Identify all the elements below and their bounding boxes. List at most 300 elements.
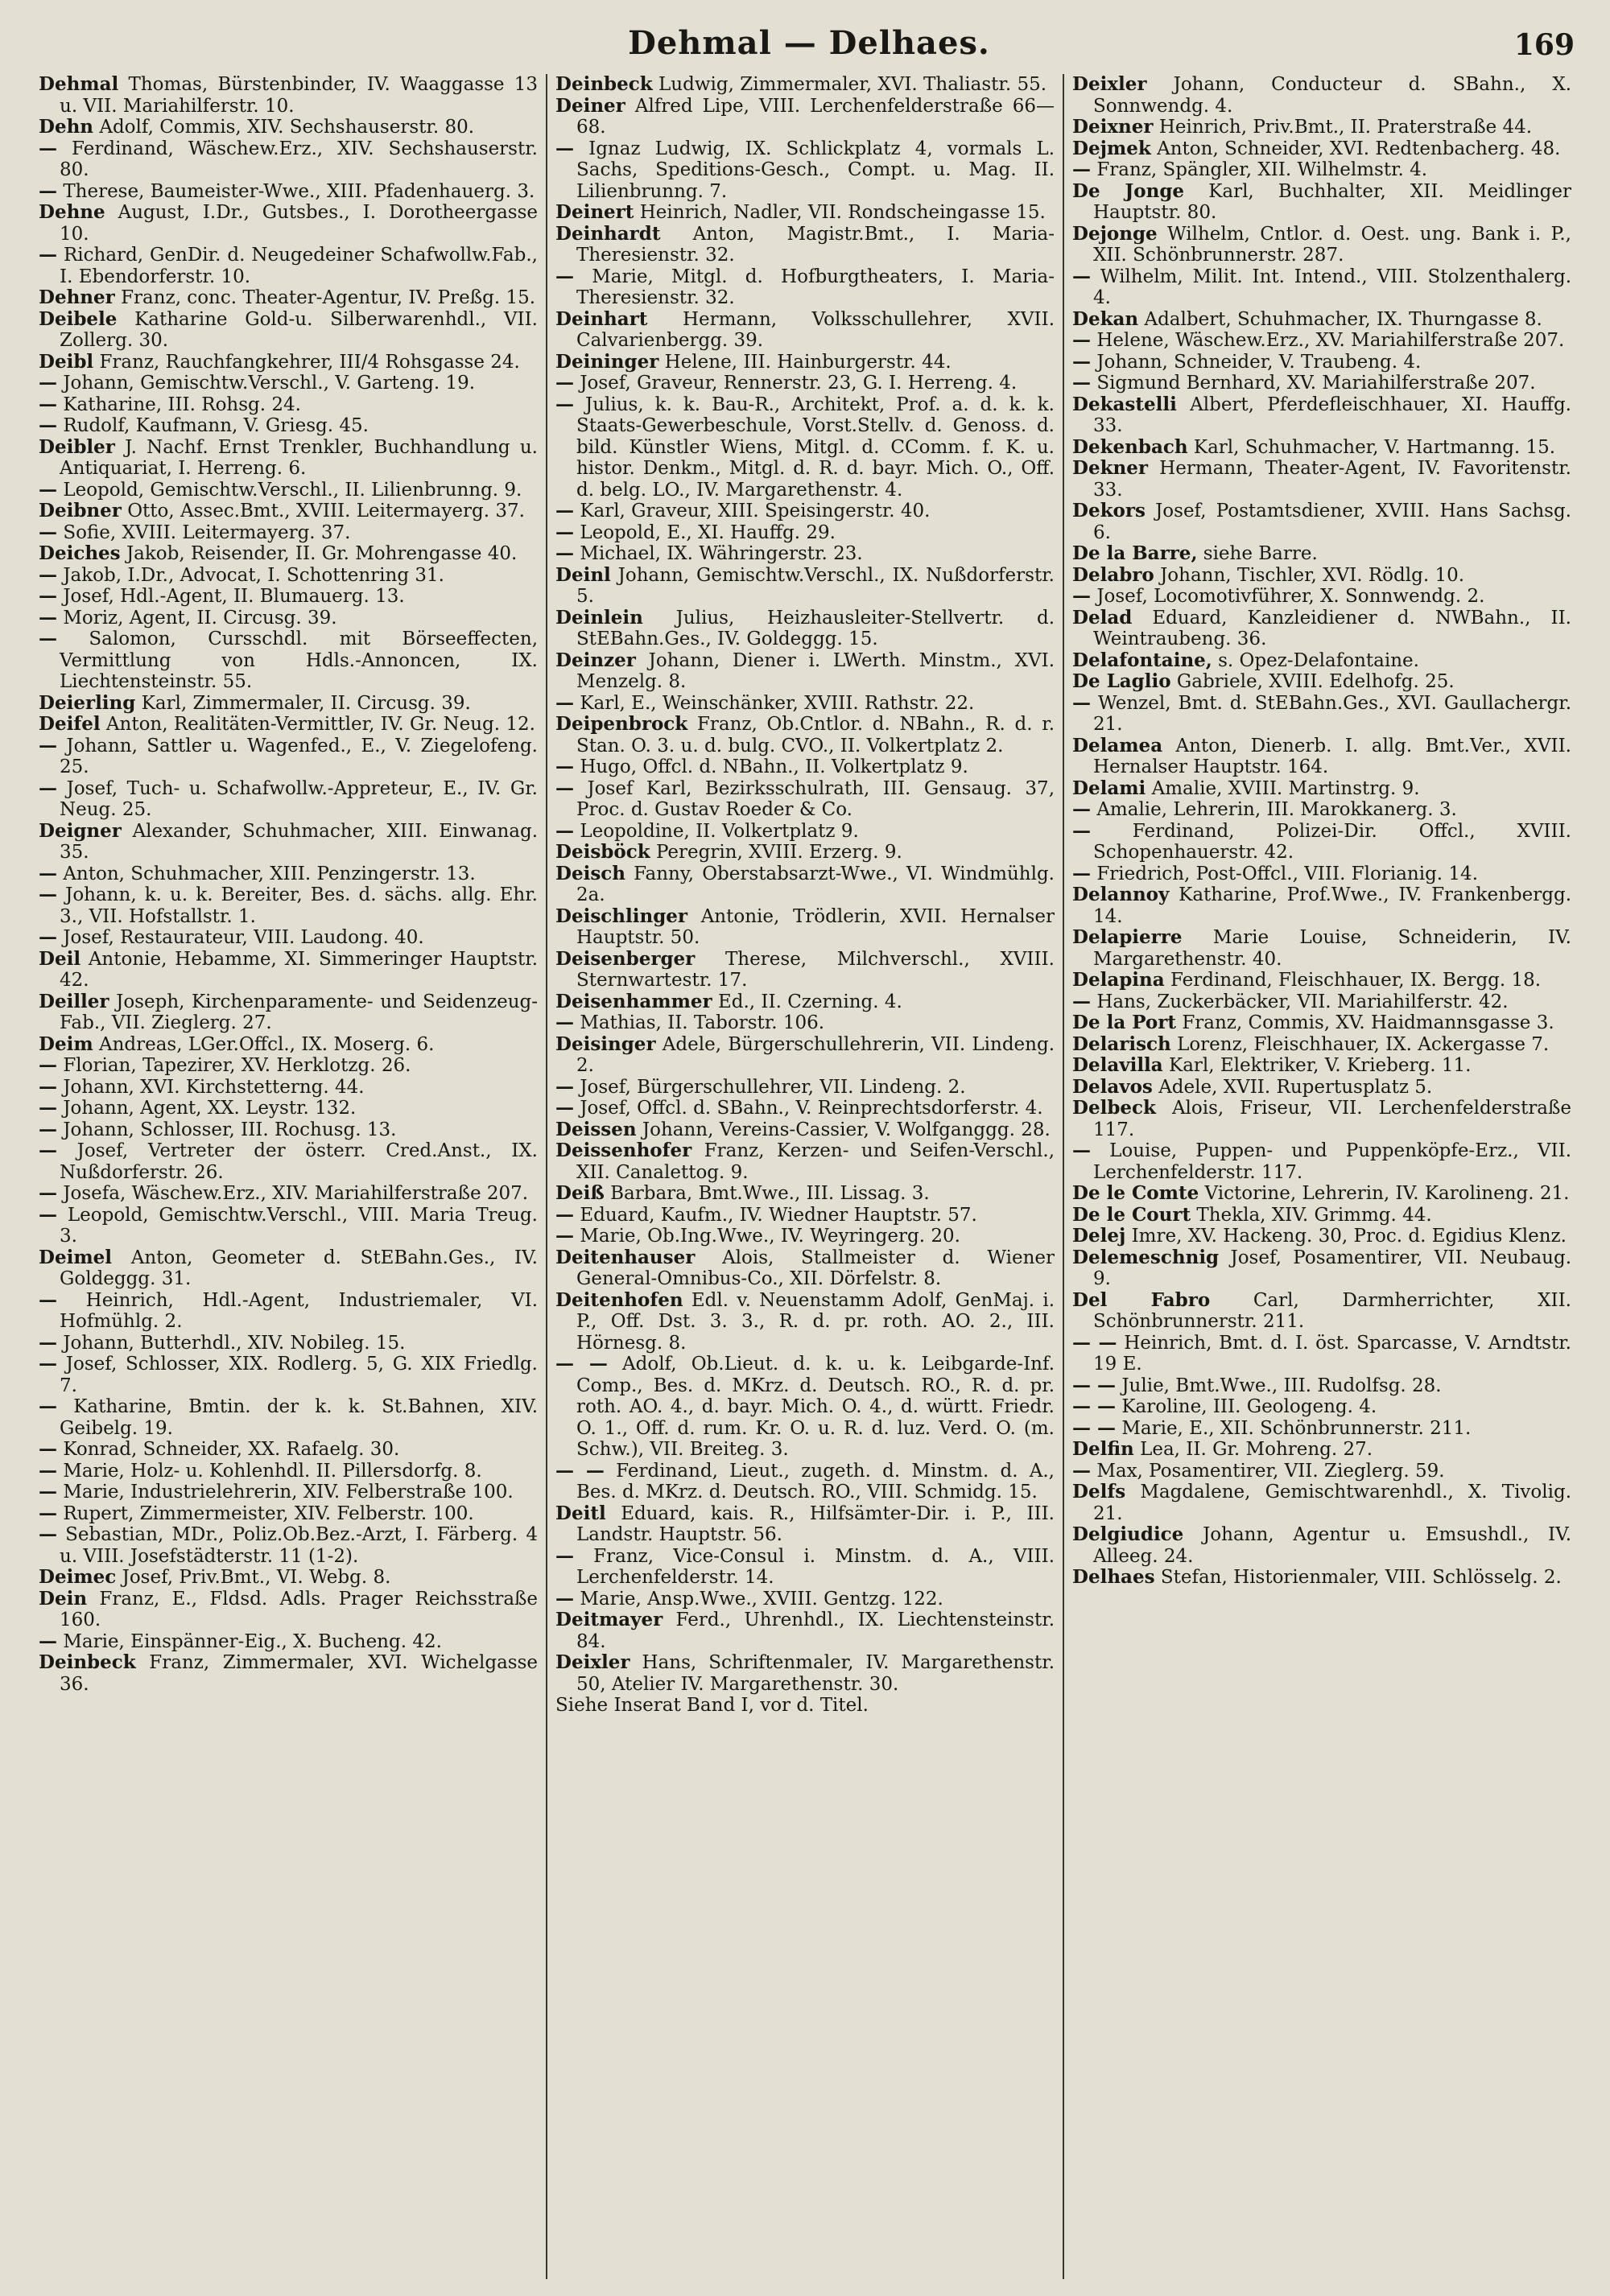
entry-details: Adele, Bürgerschullehrerin, VII. Lindeng. 2. <box>576 1033 1055 1076</box>
directory-entry <box>39 501 538 522</box>
entry-surname: — <box>39 884 57 905</box>
entry-details: Adolf, Ob.Lieut. d. k. u. k. Leibgarde-Inf. Comp., Bes. d. MKrz. d. Deutsch. RO., R. d. pr. roth. AO. 4., d. bayr. Mich. O. 4., d. württ. Friedr. O. 1., Off. d. rum. Kr. O. u. R. d. luz. Verd. O. (m. Schw.), VII. Breiteg. 3. <box>576 1354 1055 1460</box>
directory-entry <box>555 1247 1055 1290</box>
entry-surname: Deissen <box>555 1118 637 1140</box>
entry-surname: Deitmayer <box>555 1609 663 1630</box>
entry-surname: Deixler <box>1072 74 1147 95</box>
directory-entry <box>39 629 538 693</box>
entry-details: Wilhelm, Milit. Int. Intend., VIII. Stolzenthalerg. 4. <box>1093 266 1572 308</box>
directory-entry <box>1072 778 1571 800</box>
entry-surname: Deinbeck <box>39 1651 136 1673</box>
entry-details: Helene, Wäschew.Erz., XV. Mariahilferstraße 207. <box>1096 330 1565 351</box>
directory-entry <box>555 1077 1055 1099</box>
entry-details: Eduard, kais. R., Hilfsämter-Dir. i. P., III. Landstr. Hauptstr. 56. <box>576 1502 1055 1545</box>
entry-details: Marie Louise, Schneiderin, IV. Margarethenstr. 40. <box>1093 927 1571 970</box>
directory-entry <box>1072 991 1571 1013</box>
entry-surname: — <box>39 734 57 756</box>
entry-details: Johann, Diener i. LWerth. Minstm., XVI. Menzelg. 8. <box>576 649 1055 692</box>
entry-surname: — <box>39 606 57 629</box>
directory-entry <box>555 1461 1055 1503</box>
entry-surname: — <box>39 1395 57 1417</box>
entry-surname: Deisenberger <box>555 947 696 970</box>
directory-entry <box>1072 1055 1571 1077</box>
entry-surname: — <box>39 137 57 159</box>
entry-details: Josef, Schlosser, XIX. Rodlerg. 5, G. XIX Friedlg. 7. <box>60 1354 538 1396</box>
directory-entry <box>555 394 1055 501</box>
directory-entry <box>39 1290 538 1333</box>
directory-entry <box>555 202 1055 224</box>
entry-details: Anton, Schneider, XVI. Redtenbacherg. 48. <box>1157 138 1561 159</box>
directory-entry <box>1072 1098 1571 1140</box>
entry-surname: Deiches <box>39 542 121 564</box>
entry-surname: Deibner <box>39 500 122 521</box>
entry-surname: Dein <box>39 1587 88 1610</box>
directory-columns <box>39 74 1579 2279</box>
entry-details: Ignaz Ludwig, IX. Schlickplatz 4, vormals L. Sachs, Speditions-Gesch., Compt. u. Mag. II. Lilienbrunng. 7. <box>576 138 1055 202</box>
directory-entry <box>1072 586 1571 608</box>
entry-details: Franz, Kerzen- und Seifen-Verschl., XII. Canalettog. 9. <box>576 1140 1055 1183</box>
entry-surname: Dehmal <box>39 74 119 95</box>
directory-entry <box>39 1589 538 1631</box>
entry-details: Leopold, Gemischtw.Verschl., II. Lilienbrunng. 9. <box>63 479 522 501</box>
directory-entry <box>555 138 1055 203</box>
entry-details: Fanny, Oberstabsarzt-Wwe., VI. Windmühlg. 2a. <box>576 863 1055 905</box>
entry-surname: Delapina <box>1072 969 1165 991</box>
directory-entry <box>555 74 1055 96</box>
entry-surname: Dehne <box>39 201 105 223</box>
entry-details: Eduard, Kaufm., IV. Wiedner Hauptstr. 57. <box>580 1204 977 1226</box>
entry-details: Johann, Schlosser, III. Rochusg. 13. <box>63 1119 397 1140</box>
entry-surname: — <box>555 1012 574 1033</box>
entry-details: Julius, Heizhausleiter-Stellvertr. d. StEBahn.Ges., IV. Goldeggg. 15. <box>576 607 1055 649</box>
entry-surname: Deixler <box>555 1651 630 1673</box>
directory-entry <box>39 1652 538 1695</box>
entry-surname: Deinl <box>555 563 611 586</box>
directory-entry <box>555 1183 1055 1205</box>
entry-surname: — <box>555 372 574 394</box>
entry-surname: De Laglio <box>1072 670 1171 692</box>
directory-entry <box>555 864 1055 906</box>
directory-entry <box>555 1098 1055 1119</box>
directory-entry <box>39 543 538 565</box>
entry-details: Josef, Restaurateur, VIII. Laudong. 40. <box>63 927 424 948</box>
entry-details: Johann, Gemischtw.Verschl., IX. Nußdorferstr. 5. <box>576 564 1055 607</box>
entry-surname: Deil <box>39 947 81 970</box>
entry-details: Josef, Offcl. d. SBahn., V. Reinprechtsdorferstr. 4. <box>580 1098 1043 1119</box>
entry-surname: — — <box>555 1353 608 1375</box>
entry-details: Thomas, Bürstenbinder, IV. Waaggasse 13 u. VII. Mariahilferstr. 10. <box>60 74 539 117</box>
entry-details: J. Nachf. Ernst Trenkler, Buchhandlung u. Antiquariat, I. Herreng. 6. <box>60 436 538 479</box>
directory-entry <box>555 1354 1055 1461</box>
entry-surname: — <box>1072 329 1091 351</box>
directory-entry <box>39 927 538 949</box>
entry-surname: — <box>1072 862 1091 884</box>
entry-surname: — <box>39 862 57 884</box>
entry-surname: Deitl <box>555 1502 606 1524</box>
entry-details: Katharine, Bmtin. der k. k. St.Bahnen, XIV. Geibelg. 19. <box>60 1396 538 1439</box>
entry-surname: — <box>555 1544 574 1567</box>
entry-details: Johann, Schneider, V. Traubeng. 4. <box>1096 351 1422 373</box>
entry-details: Heinrich, Hdl.-Agent, Industriemaler, VI. Hofmühlg. 2. <box>60 1289 538 1332</box>
entry-details: Gabriele, XVIII. Edelhofg. 25. <box>1176 671 1455 692</box>
entry-details: Wilhelm, Cntlor. d. Oest. ung. Bank i. P., XII. Schönbrunnerstr. 287. <box>1093 223 1571 266</box>
entry-details: Alois, Stallmeister d. Wiener General-Omnibus-Co., XII. Dörfelstr. 8. <box>576 1247 1055 1289</box>
entry-details: Alois, Friseur, VII. Lerchenfelderstraße 117. <box>1093 1098 1571 1140</box>
entry-details: Ferdinand, Fleischhauer, IX. Bergg. 18. <box>1170 970 1542 991</box>
entry-details: Sigmund Bernhard, XV. Mariahilferstraße 207. <box>1096 373 1536 394</box>
directory-entry <box>1072 181 1571 224</box>
entry-details: Ferdinand, Lieut., zugeth. d. Minstm. d. A., Bes. d. MKrz. d. Deutsch. RO., VIII. Schmidg. 15. <box>576 1460 1055 1502</box>
entry-surname: Deiller <box>39 990 109 1012</box>
entry-details: Johann, Gemischtw.Verschl., V. Garteng. 19. <box>63 373 476 394</box>
entry-details: Johann, Conducteur d. SBahn., X. Sonnwendg. 4. <box>1093 74 1572 117</box>
directory-entry <box>39 117 538 138</box>
entry-details: Lorenz, Fleischhauer, IX. Ackergasse 7. <box>1177 1033 1550 1055</box>
entry-surname: — <box>1072 691 1091 714</box>
entry-details: Rudolf, Kaufmann, V. Griesg. 45. <box>63 415 369 436</box>
entry-details: Anton, Dienerb. I. allg. Bmt.Ver., XVII. Hernalser Hauptstr. 164. <box>1093 735 1571 777</box>
entry-details: Adalbert, Schuhmacher, IX. Thurngasse 8. <box>1144 308 1542 330</box>
entry-details: Louise, Puppen- und Puppenköpfe-Erz., VII. Lerchenfelderstr. 117. <box>1093 1140 1572 1183</box>
directory-entry <box>39 1205 538 1247</box>
entry-surname: De Jonge <box>1072 179 1185 202</box>
entry-details: Marie, Industrielehrerin, XIV. Felberstraße 100. <box>63 1482 514 1502</box>
entry-details: Helene, III. Hainburgerstr. 44. <box>664 351 952 373</box>
directory-entry <box>555 1695 1055 1717</box>
entry-details: Karoline, III. Geologeng. 4. <box>1121 1396 1377 1417</box>
entry-surname: Delarisch <box>1072 1033 1171 1055</box>
directory-entry <box>39 884 538 927</box>
entry-surname: Dekan <box>1072 307 1139 330</box>
directory-entry <box>555 608 1055 650</box>
entry-surname: — <box>555 1075 574 1098</box>
directory-entry <box>555 991 1055 1013</box>
entry-surname: Deierling <box>39 691 136 714</box>
entry-surname: — <box>555 500 574 521</box>
entry-details: Franz, Rauchfangkehrer, III/4 Rohsgasse 24. <box>99 351 520 373</box>
entry-details: siehe Barre. <box>1203 543 1318 564</box>
entry-surname: — <box>39 1097 57 1119</box>
directory-entry <box>555 224 1055 266</box>
entry-details: Anton, Realitäten-Vermittler, IV. Gr. Neug. 12. <box>105 714 535 735</box>
entry-details: Alfred Lipe, VIII. Lerchenfelderstraße 66—68. <box>576 95 1055 138</box>
entry-surname: Delabro <box>1072 563 1154 586</box>
entry-details: Franz, Spängler, XII. Wilhelmstr. 4. <box>1096 159 1428 180</box>
entry-details: Marie, Holz- u. Kohlenhdl. II. Pillersdorfg. 8. <box>63 1460 482 1482</box>
directory-entry <box>555 1140 1055 1183</box>
entry-details: Jakob, I.Dr., Advocat, I. Schottenring 31. <box>63 564 444 586</box>
entry-details: Karl, Graveur, XIII. Speisingerstr. 40. <box>580 501 931 521</box>
entry-details: Wenzel, Bmt. d. StEBahn.Ges., XVI. Gaullachergr. 21. <box>1093 692 1571 735</box>
entry-surname: Delemeschnig <box>1072 1246 1220 1268</box>
entry-details: Josef, Hdl.-Agent, II. Blumauerg. 13. <box>63 586 405 607</box>
directory-entry <box>1072 1012 1571 1034</box>
entry-surname: — <box>39 1331 57 1354</box>
entry-details: Leopold, E., XI. Hauffg. 29. <box>580 521 836 543</box>
directory-entry <box>39 1247 538 1290</box>
entry-surname: Delapierre <box>1072 926 1183 948</box>
entry-details: Moriz, Agent, II. Circusg. 39. <box>63 607 337 629</box>
entry-surname: Deibler <box>39 435 115 458</box>
entry-details: Josef Karl, Bezirksschulrath, III. Gensaug. 37, Proc. d. Gustav Roeder & Co. <box>576 777 1055 820</box>
entry-surname: — <box>1072 585 1091 607</box>
entry-surname: — <box>39 585 57 607</box>
entry-surname: — <box>39 1182 57 1204</box>
entry-details: Johann, Agent, XX. Leystr. 132. <box>63 1098 357 1119</box>
entry-surname: — <box>39 1075 57 1098</box>
entry-surname: — <box>39 478 57 501</box>
directory-entry <box>1072 1482 1571 1524</box>
directory-entry <box>555 778 1055 821</box>
entry-surname: Deinbeck <box>555 74 653 95</box>
directory-entry <box>555 906 1055 949</box>
entry-details: Katharine, III. Rohsg. 24. <box>63 394 301 415</box>
directory-entry <box>1072 1034 1571 1056</box>
directory-entry <box>39 736 538 778</box>
directory-entry <box>555 714 1055 756</box>
entry-details: Karl, Elektriker, V. Krieberg. 11. <box>1169 1055 1472 1076</box>
entry-surname: — <box>39 521 57 543</box>
entry-details: Carl, Darmherrichter, XII. Schönbrunnerstr. 211. <box>1093 1289 1571 1332</box>
directory-entry <box>1072 352 1571 373</box>
entry-surname: — — <box>1072 1331 1117 1354</box>
entry-details: Florian, Tapezirer, XV. Herklotzg. 26. <box>63 1055 411 1076</box>
entry-surname: — <box>39 1438 57 1460</box>
entry-surname: Delavos <box>1072 1075 1153 1098</box>
entry-surname: — <box>555 1225 574 1247</box>
directory-entry <box>39 202 538 245</box>
entry-details: Josef, Graveur, Rennerstr. 23, G. I. Herreng. 4. <box>580 373 1018 394</box>
directory-entry <box>555 501 1055 522</box>
directory-entry <box>39 1503 538 1525</box>
entry-surname: Deiß <box>555 1182 605 1204</box>
directory-entry <box>555 373 1055 394</box>
entry-details: Marie, Ob.Ing.Wwe., IV. Weyringerg. 20. <box>580 1226 960 1247</box>
directory-entry <box>1072 373 1571 394</box>
directory-entry <box>39 74 538 117</box>
directory-entry <box>39 480 538 501</box>
entry-details: Barbara, Bmt.Wwe., III. Lissag. 3. <box>610 1183 930 1204</box>
entry-surname: — <box>555 265 574 287</box>
entry-details: Hugo, Offcl. d. NBahn., II. Volkertplatz 9. <box>580 756 968 777</box>
entry-surname: — <box>39 628 57 649</box>
entry-details: Victorine, Lehrerin, IV. Karolineng. 21. <box>1204 1183 1570 1204</box>
entry-details: Adolf, Commis, XIV. Sechshauserstr. 80. <box>99 117 475 138</box>
entry-details: Friedrich, Post-Offcl., VIII. Florianig. 14. <box>1096 863 1479 884</box>
entry-surname: — <box>555 1097 574 1119</box>
directory-entry <box>1072 159 1571 181</box>
directory-entry <box>39 1396 538 1439</box>
directory-entry <box>555 522 1055 544</box>
entry-surname: Deigner <box>39 819 122 842</box>
entry-surname: — — <box>1072 1374 1117 1396</box>
directory-entry <box>1072 437 1571 459</box>
entry-surname: — <box>39 1630 57 1652</box>
directory-entry <box>555 1119 1055 1141</box>
directory-entry <box>39 352 538 373</box>
entry-surname: — <box>1072 819 1091 842</box>
entry-surname: — <box>555 393 574 415</box>
entry-surname: — <box>39 414 57 436</box>
entry-surname: — <box>39 1353 57 1375</box>
entry-surname: — <box>1072 1459 1091 1482</box>
directory-entry <box>555 1205 1055 1226</box>
entry-details: Michael, IX. Währingerstr. 23. <box>580 543 863 564</box>
directory-entry <box>1072 927 1571 970</box>
entry-details: Josef, Posamentirer, VII. Neubaug. 9. <box>1093 1247 1572 1289</box>
entry-surname: — <box>39 244 57 266</box>
entry-details: Therese, Milchverschl., XVIII. Sternwartestr. 17. <box>576 948 1055 991</box>
directory-entry <box>555 693 1055 715</box>
entry-surname: Deinlein <box>555 606 643 629</box>
entry-details: Franz, E., Fldsd. Adls. Prager Reichsstraße 160. <box>60 1588 539 1630</box>
entry-surname: Deisenhammer <box>555 990 712 1012</box>
entry-details: Sofie, XVIII. Leitermayerg. 37. <box>63 521 351 543</box>
entry-details: Julie, Bmt.Wwe., III. Rudolfsg. 28. <box>1121 1375 1442 1396</box>
entry-surname: Deisinger <box>555 1033 656 1055</box>
directory-entry <box>1072 799 1571 821</box>
entry-details: Marie, Mitgl. d. Hofburgtheaters, I. Maria-Theresienstr. 32. <box>576 266 1055 308</box>
entry-surname: — <box>39 1481 57 1502</box>
entry-details: Eduard, Kanzleidiener d. NWBahn., II. Weintraubeng. 36. <box>1093 607 1571 649</box>
entry-surname: — <box>39 179 57 202</box>
entry-surname: — <box>1072 372 1091 394</box>
entry-details: Siehe Inserat Band I, vor d. Titel. <box>555 1695 869 1716</box>
entry-surname: Delhaes <box>1072 1566 1155 1588</box>
entry-details: Jakob, Reisender, II. Gr. Mohrengasse 40. <box>126 543 518 564</box>
entry-surname: — — <box>1072 1395 1117 1417</box>
entry-surname: Deischlinger <box>555 905 688 927</box>
directory-entry <box>39 138 538 181</box>
entry-details: Adele, XVII. Rupertusplatz 5. <box>1158 1076 1433 1098</box>
directory-entry <box>39 394 538 416</box>
directory-entry <box>1072 565 1571 587</box>
entry-surname: — <box>555 819 574 842</box>
entry-surname: Deimec <box>39 1566 117 1588</box>
entry-details: Franz, Commis, XV. Haidmannsgasse 3. <box>1182 1012 1554 1033</box>
directory-entry <box>1072 1418 1571 1440</box>
entry-surname: Deinzer <box>555 649 636 671</box>
directory-entry <box>39 1034 538 1056</box>
entry-details: Magdalene, Gemischtwarenhdl., X. Tivolig. 21. <box>1093 1482 1572 1524</box>
entry-details: Ferdinand, Wäschew.Erz., XIV. Sechshauserstr. 80. <box>60 138 538 180</box>
entry-surname: Delafontaine, <box>1072 649 1212 671</box>
entry-details: Marie, E., XII. Schönbrunnerstr. 211. <box>1121 1417 1472 1439</box>
entry-surname: Delamea <box>1072 734 1163 756</box>
directory-entry <box>39 821 538 864</box>
entry-details: Joseph, Kirchenparamente- und Seidenzeug-Fab., VII. Zieglerg. 27. <box>60 991 538 1033</box>
directory-entry <box>1072 224 1571 266</box>
entry-surname: Dekastelli <box>1072 393 1177 415</box>
entry-surname: Deibl <box>39 350 94 373</box>
directory-entry <box>1072 1226 1571 1247</box>
entry-details: Johann, Sattler u. Wagenfed., E., V. Ziegelofeng. 25. <box>60 735 538 777</box>
entry-details: Konrad, Schneider, XX. Rafaelg. 30. <box>63 1439 400 1460</box>
entry-details: Karl, Zimmermaler, II. Circusg. 39. <box>141 692 471 714</box>
entry-details: Josefa, Wäschew.Erz., XIV. Mariahilferstraße 207. <box>63 1183 529 1204</box>
entry-details: Heinrich, Nadler, VII. Rondscheingasse 15. <box>639 202 1046 223</box>
entry-details: Therese, Baumeister-Wwe., XIII. Pfadenhauerg. 3. <box>63 180 535 202</box>
page-number: 169 <box>1513 28 1575 62</box>
directory-entry <box>39 1183 538 1205</box>
entry-details: Johann, Tischler, XVI. Rödlg. 10. <box>1160 564 1465 586</box>
directory-entry <box>1072 1247 1571 1290</box>
directory-entry <box>39 181 538 203</box>
entry-surname: — <box>555 1587 574 1610</box>
directory-entry <box>1072 1567 1571 1589</box>
directory-entry <box>39 608 538 629</box>
entry-surname: — <box>39 1459 57 1482</box>
entry-details: Hermann, Theater-Agent, IV. Favoritenstr. 33. <box>1093 458 1571 501</box>
entry-surname: Deissenhofer <box>555 1140 692 1161</box>
entry-details: Johann, XVI. Kirchstetterng. 44. <box>63 1076 365 1098</box>
entry-surname: Deibele <box>39 307 118 330</box>
directory-entry <box>555 565 1055 608</box>
entry-details: Josef, Locomotivführer, X. Sonnwendg. 2. <box>1096 586 1485 607</box>
entry-surname: Delej <box>1072 1225 1126 1247</box>
entry-surname: — <box>555 542 574 564</box>
entry-surname: Delad <box>1072 606 1133 629</box>
entry-surname: — <box>39 1118 57 1140</box>
entry-details: Josef, Priv.Bmt., VI. Webg. 8. <box>122 1567 391 1588</box>
directory-entry <box>1072 543 1571 565</box>
entry-details: Anton, Magistr.Bmt., I. Maria-Theresienstr. 32. <box>576 223 1055 266</box>
entry-surname: — <box>555 137 574 159</box>
entry-surname: Deimel <box>39 1246 113 1268</box>
directory-entry <box>555 1034 1055 1077</box>
entry-surname: Delfs <box>1072 1481 1126 1502</box>
entry-details: Antonie, Trödlerin, XVII. Hernalser Hauptstr. 50. <box>576 905 1055 948</box>
directory-entry <box>39 373 538 394</box>
entry-details: Marie, Ansp.Wwe., XVIII. Gentzg. 122. <box>580 1588 943 1610</box>
directory-entry <box>555 1589 1055 1610</box>
directory-entry <box>1072 1333 1571 1375</box>
entry-details: Josef, Vertreter der österr. Cred.Anst., IX. Nußdorferstr. 26. <box>60 1140 538 1183</box>
entry-details: Heinrich, Bmt. d. I. öst. Sparcasse, V. Arndtstr. 19 E. <box>1093 1332 1571 1375</box>
entry-details: Marie, Einspänner-Eig., X. Bucheng. 42. <box>63 1630 442 1652</box>
entry-surname: — <box>39 1523 57 1545</box>
directory-entry <box>39 309 538 352</box>
entry-details: Salomon, Cursschdl. mit Börseeffecten, Vermittlung von Hdls.-Annoncen, IX. Liechtensteinstr. 55. <box>60 629 538 692</box>
entry-details: Ludwig, Zimmermaler, XVI. Thaliastr. 55. <box>658 74 1047 95</box>
entry-details: Alexander, Schuhmacher, XIII. Einwanag. 35. <box>60 820 539 863</box>
entry-surname: Dekors <box>1072 500 1146 521</box>
entry-details: Leopold, Gemischtw.Verschl., VIII. Maria Treug. 3. <box>60 1204 538 1247</box>
directory-entry <box>1072 266 1571 309</box>
directory-entry <box>555 1503 1055 1546</box>
directory-entry <box>1072 693 1571 736</box>
entry-surname: De la Port <box>1072 1012 1176 1033</box>
entry-surname: — <box>555 691 574 714</box>
directory-entry <box>1072 1461 1571 1482</box>
directory-entry <box>39 522 538 544</box>
directory-entry <box>1072 1375 1571 1397</box>
entry-surname: Delami <box>1072 777 1146 799</box>
directory-entry <box>39 437 538 480</box>
entry-surname: Delannoy <box>1072 884 1170 905</box>
page-header <box>39 21 1579 74</box>
entry-surname: — <box>39 1140 57 1161</box>
entry-surname: — <box>555 521 574 543</box>
entry-surname: — <box>555 1203 574 1226</box>
directory-entry <box>39 1119 538 1141</box>
directory-entry <box>555 842 1055 864</box>
entry-details: Stefan, Historienmaler, VIII. Schlösselg. 2. <box>1160 1567 1562 1588</box>
directory-entry <box>555 949 1055 991</box>
directory-entry <box>555 1610 1055 1652</box>
directory-entry <box>39 1333 538 1354</box>
entry-surname: — — <box>555 1459 605 1482</box>
